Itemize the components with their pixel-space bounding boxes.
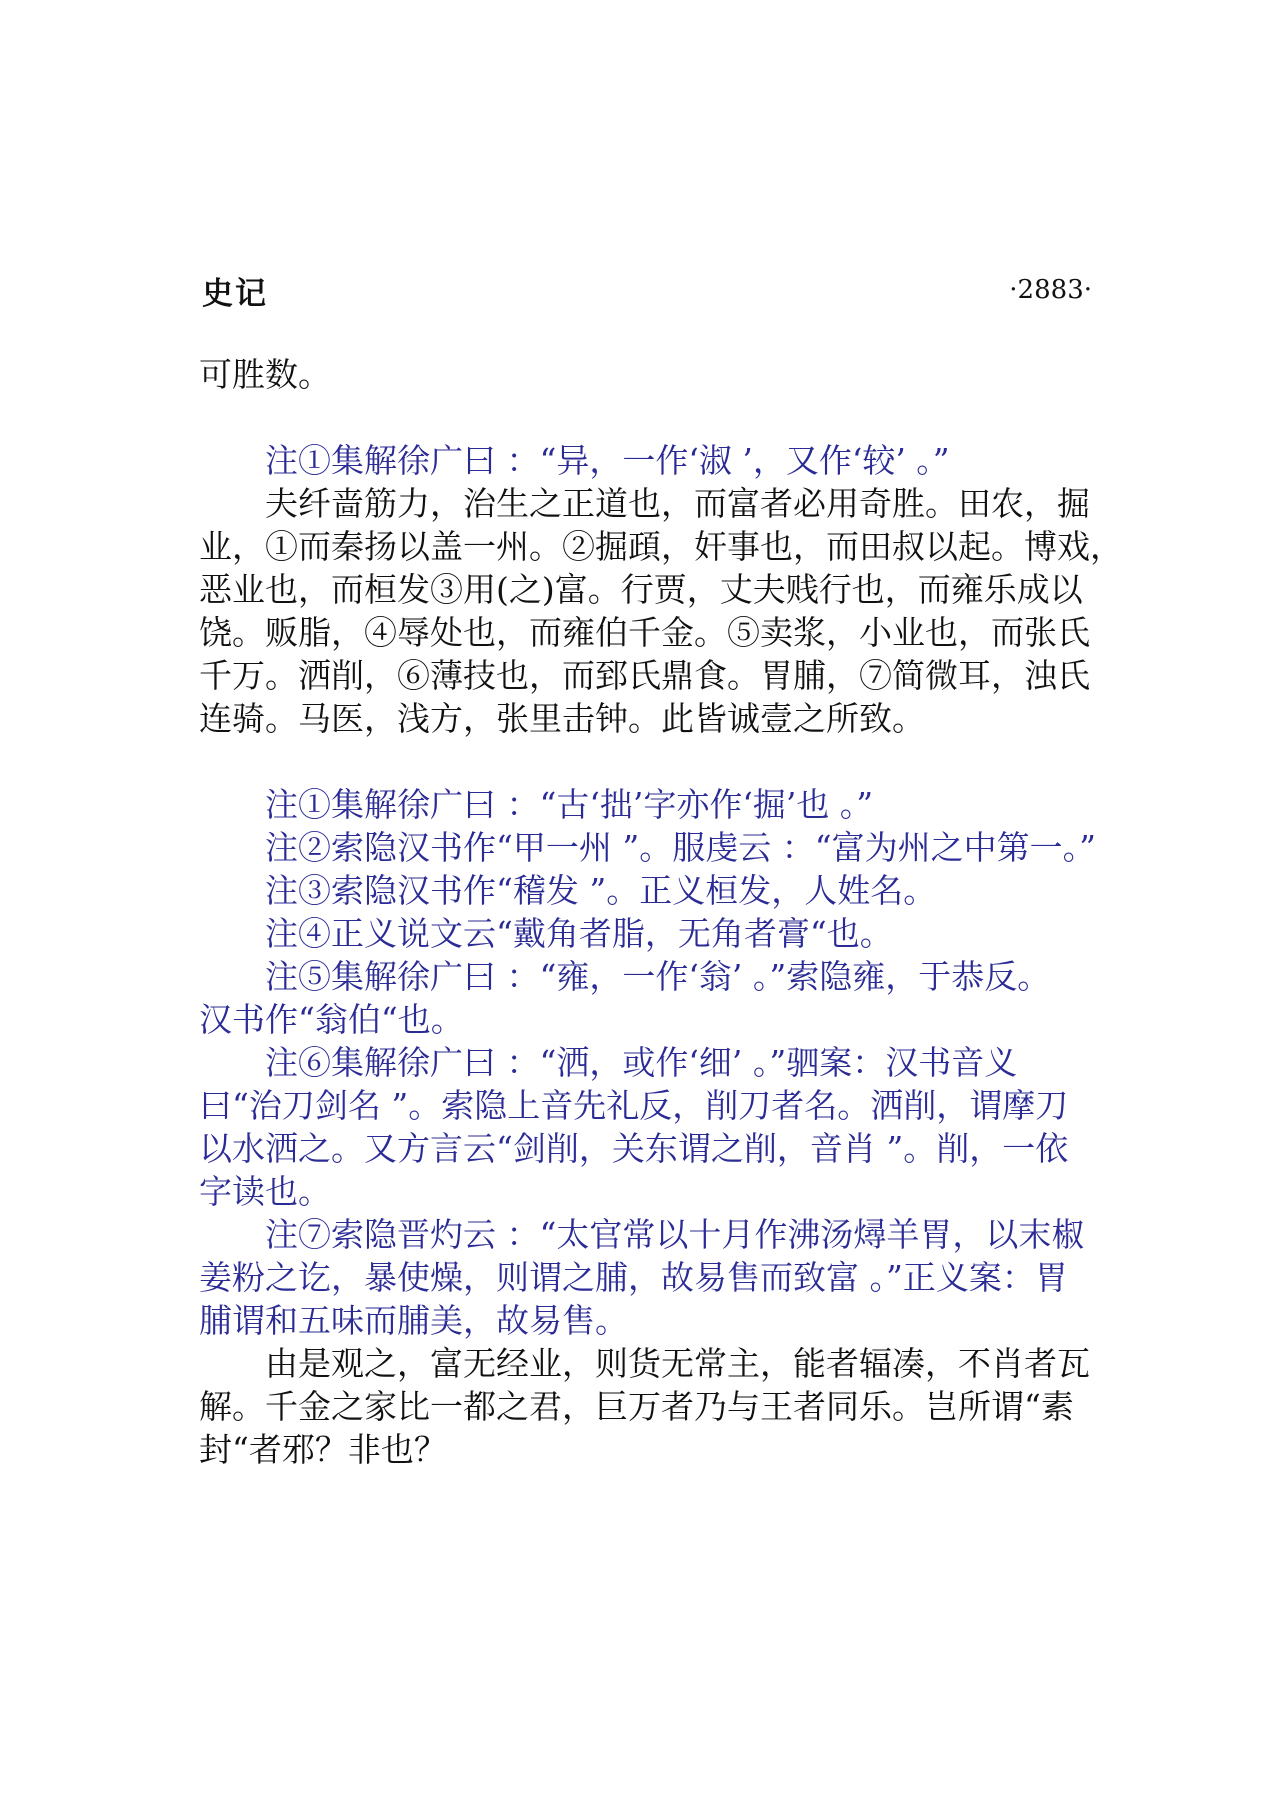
annotation-note-7: [199, 1213, 1159, 1342]
running-head: [202, 268, 1092, 312]
text-line: 字读也。: [199, 1172, 331, 1211]
text-line: 由是观之，富无经业，则货无常主，能者辐凑，不肖者瓦: [265, 1344, 1090, 1383]
annotation-note: [199, 439, 1159, 482]
text-column: [199, 353, 1159, 1471]
text-line: 脯谓和五味而脯美，故易售。: [199, 1301, 628, 1340]
annotation-note-2: [199, 826, 1159, 869]
paragraph-carryover: [199, 353, 1159, 396]
text-line: 注⑦索隐晋灼云 ：“太官常以十月作沸汤燖羊胃，以末椒: [265, 1215, 1085, 1254]
page-number: ·2883·: [1009, 275, 1092, 305]
text-line: 注①集解徐广曰 ：“异，一作‘淑 ’，又作‘较’ 。”: [265, 441, 950, 480]
text-line: 注④正义说文云“戴角者脂，无角者膏“也。: [265, 914, 893, 953]
text-line: 千万。洒削，⑥薄技也，而郅氏鼎食。胃脯，⑦简微耳，浊氏: [199, 656, 1090, 695]
paragraph: [199, 1342, 1159, 1471]
annotation-note-3: [199, 869, 1159, 912]
text-line: 姜粉之讫，暴使燥，则谓之脯，故易售而致富 。”正义案：胃: [199, 1258, 1068, 1297]
text-line: 恶业也，而桓发③用(之)富。行贾，丈夫贱行也，而雍乐成以: [199, 570, 1083, 609]
annotation-note-1: [199, 783, 1159, 826]
text-line: 连骑。马医，浅方，张里击钟。此皆诚壹之所致。: [199, 699, 925, 738]
text-line: 汉书作“翁伯“也。: [199, 1000, 464, 1039]
text-line: 业，①而秦扬以盖一州。②掘頙，奸事也，而田叔以起。博戏，: [199, 527, 1123, 566]
text-line: 注①集解徐广曰 ：“古‘拙’字亦作‘掘’也 。”: [265, 785, 874, 824]
text-line: 注⑤集解徐广曰 ：“雍，一作‘翁’ 。”索隐雍，于恭反。: [265, 957, 1051, 996]
paragraph: [199, 482, 1159, 740]
text-line: 夫纤啬筋力，治生之正道也，而富者必用奇胜。田农，掘: [265, 484, 1090, 523]
text-line: 曰“治刀剑名 ”。索隐上音先礼反，削刀者名。洒削，谓摩刀: [199, 1086, 1069, 1125]
annotation-note-4: [199, 912, 1159, 955]
text-line: 注②索隐汉书作“甲一州 ”。服虔云 ：“富为州之中第一。”: [265, 828, 1096, 867]
annotation-note-6: [199, 1041, 1159, 1213]
annotation-note-5: [199, 955, 1159, 1041]
text-line: 饶。贩脂，④辱处也，而雍伯千金。⑤卖浆，小业也，而张氏: [199, 613, 1090, 652]
text-line: 解。千金之家比一都之君，巨万者乃与王者同乐。岂所谓“素: [199, 1387, 1074, 1426]
text-line: 可胜数。: [199, 355, 331, 394]
text-line: 封“者邪？非也？: [199, 1430, 447, 1469]
text-line: 注⑥集解徐广曰 ：“洒，或作‘细’ 。”驷案：汉书音义: [265, 1043, 1018, 1082]
text-line: 注③索隐汉书作“稽发 ”。正义桓发，人姓名。: [265, 871, 937, 910]
book-title: 史记: [202, 275, 268, 312]
text-line: 以水洒之。又方言云“剑削，关东谓之削，音肖 ”。削，一依: [199, 1129, 1069, 1168]
